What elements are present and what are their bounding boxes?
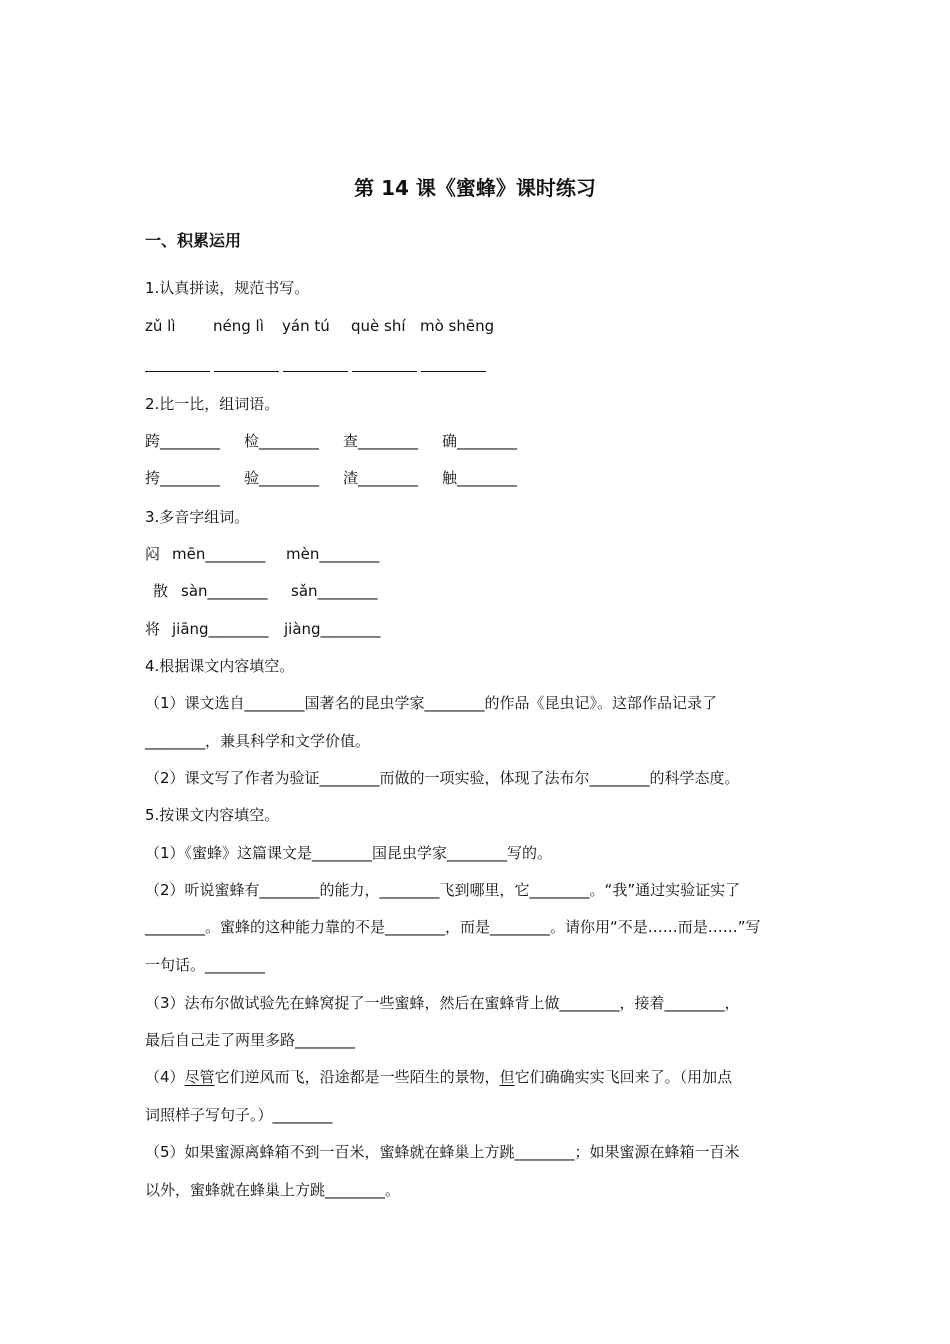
text-span: 它们逆风而飞，沿途都是一些陌生的景物，	[214, 1068, 500, 1086]
question-text-line: （3）法布尔做试验先在蜂窝捉了一些蜜蜂，然后在蜜蜂背上做________，接着________，	[145, 994, 740, 1012]
compare-word: 触________	[442, 469, 518, 487]
polyphone-reading: jiàng________	[284, 620, 381, 638]
question-3-prompt: 3.多音字组词。	[145, 508, 250, 526]
question-text-line: 最后自己走了两里多路________	[145, 1031, 356, 1049]
question-1-prompt: 1.认真拼读，规范书写。	[145, 279, 310, 297]
text-span: 它们确确实实飞回来了。（用加点	[514, 1068, 733, 1086]
question-text-line: （1）《蜜蜂》这篇课文是________国昆虫学家________写的。	[145, 844, 553, 862]
question-text-line: 词照样子写句子。）________	[145, 1106, 333, 1124]
answer-blank[interactable]	[214, 371, 279, 372]
pinyin-4: què shí	[351, 317, 406, 335]
polyphone-char: 将	[145, 620, 161, 638]
pinyin-2: néng lì	[213, 317, 264, 335]
question-2-prompt: 2.比一比，组词语。	[145, 395, 280, 413]
question-text-line: 一句话。________	[145, 956, 266, 974]
answer-blank[interactable]	[145, 371, 210, 372]
compare-word: 跨________	[145, 432, 221, 450]
underlined-word: 但	[499, 1068, 515, 1086]
question-5-prompt: 5.按课文内容填空。	[145, 806, 280, 824]
section-heading: 一、积累运用	[145, 231, 242, 250]
polyphone-reading: mēn________	[172, 545, 266, 563]
pinyin-1: zǔ lì	[145, 317, 176, 335]
polyphone-reading: sàn________	[181, 582, 268, 600]
polyphone-char: 闷	[145, 545, 161, 563]
answer-blank[interactable]	[283, 371, 348, 372]
pinyin-5: mò shēng	[420, 317, 495, 335]
question-text-line: （1）课文选自________国著名的昆虫学家________的作品《昆虫记》。这部作品记录了	[145, 694, 718, 712]
underlined-word: 尽管	[184, 1068, 215, 1086]
question-text-line	[145, 1067, 732, 1087]
answer-blank[interactable]	[352, 371, 417, 372]
question-text-line: ________。蜜蜂的这种能力靠的不是________，而是________。请你用“不是……而是……”写	[145, 918, 761, 936]
polyphone-reading: mèn________	[286, 545, 380, 563]
question-text-line: （2）课文写了作者为验证________而做的一项实验，体现了法布尔________的科学态度。	[145, 769, 740, 787]
polyphone-char: 散	[153, 582, 169, 600]
compare-word: 确________	[442, 432, 518, 450]
pinyin-3: yán tú	[282, 317, 330, 335]
polyphone-reading: sǎn________	[291, 582, 378, 600]
compare-word: 查________	[343, 432, 419, 450]
compare-word: 检________	[244, 432, 320, 450]
answer-blank[interactable]	[421, 371, 486, 372]
question-text-line: （2）听说蜜蜂有________的能力，________飞到哪里，它________。“我”通过实验证实了	[145, 881, 741, 899]
compare-word: 验________	[244, 469, 320, 487]
question-text-line: （5）如果蜜源离蜂箱不到一百米，蜜蜂就在蜂巢上方跳________；如果蜜源在蜂箱一百米	[145, 1143, 740, 1161]
text-span: （4）	[145, 1068, 185, 1086]
question-text-line: ________，兼具科学和文学价值。	[145, 732, 371, 750]
polyphone-reading: jiāng________	[172, 620, 269, 638]
question-4-prompt: 4.根据课文内容填空。	[145, 657, 295, 675]
question-text-line: 以外，蜜蜂就在蜂巢上方跳________。	[145, 1181, 401, 1199]
page-title: 第 14 课《蜜蜂》课时练习	[354, 176, 596, 200]
compare-word: 挎________	[145, 469, 221, 487]
compare-word: 渣________	[343, 469, 419, 487]
